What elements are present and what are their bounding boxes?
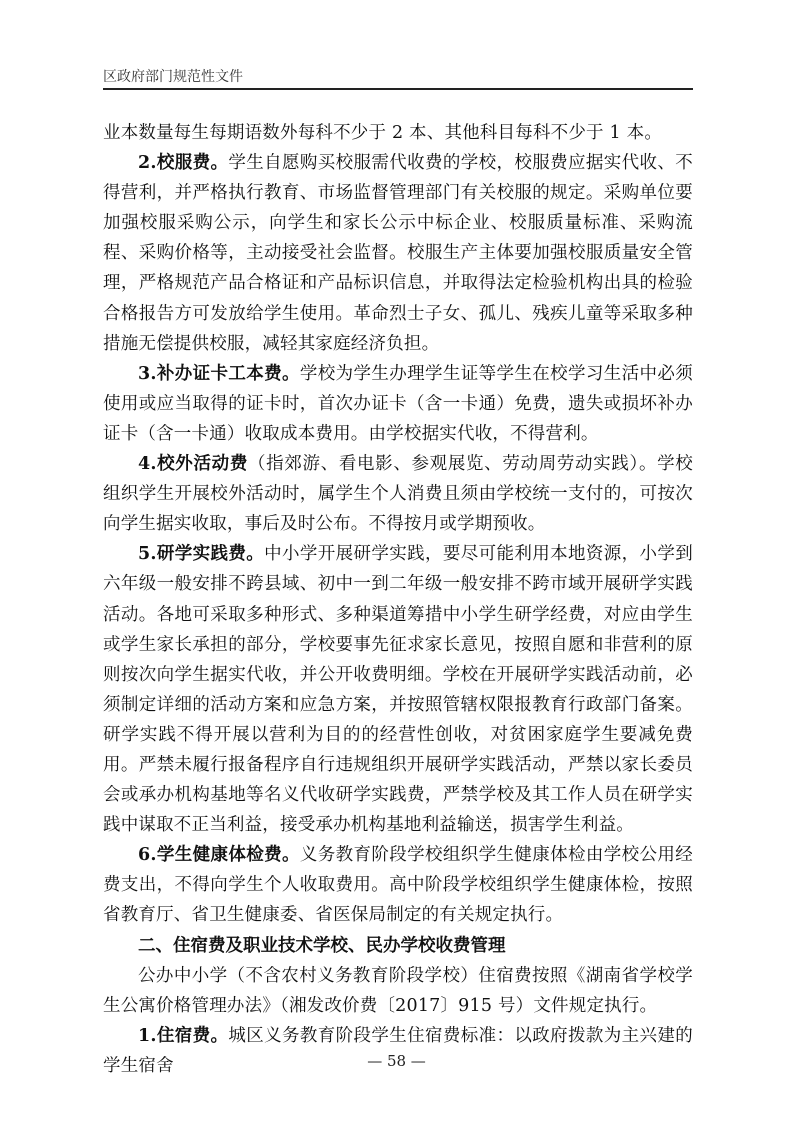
paragraph-text: 中小学开展研学实践，要尽可能利用本地资源，小学到六年级一般安排不跨县域、初中一到二年级一般安排不跨市域开展研学实践活动。各地可采取多种形式、多种渠道筹措中小学生研学经费，对应由学生或学生家长承担的部分，学校要事先征求家长意见，按照自愿和非营利的原则按次向学生据实代收，并公开收费明细。学校在开展研学实践活动前，必须制定详细的活动方案和应急方案，并按照管辖权限报教育行政部门备案。研学实践不得开展以营利为目的的经营性创收，对贫困家庭学生要减免费用。严禁未履行报备程序自行违规组织开展研学实践活动，严禁以家长委员会或承办机构基地等名义代收研学实践费，严禁学校及其工作人员在研学实践中谋取不正当利益，接受承办机构基地利益输送，损害学生利益。 — [103, 544, 693, 836]
header-divider — [103, 88, 693, 90]
paragraph-activity-fee — [103, 449, 693, 539]
paragraph-lead: 4.校外活动费 — [138, 454, 248, 475]
paragraph-boarding-intro — [103, 961, 693, 1021]
running-header: 区政府部门规范性文件 — [103, 69, 243, 85]
paragraph-text: 义务教育阶段学校组织学生健康体检由学校公用经费支出，不得向学生个人收取费用。高中阶段学校组织学生健康体检，按照省教育厅、省卫生健康委、省医保局制定的有关规定执行。 — [103, 845, 693, 926]
paragraph-text: 业本数量每生每期语数外每科不少于 2 本、其他科目每科不少于 1 本。 — [103, 123, 663, 143]
page-body — [103, 118, 693, 1081]
paragraph-text: 学校为学生办理学生证等学生在校学习生活中必须使用或应当取得的证卡时，首次办证卡（含一卡通）免费，遗失或损坏补办证卡（含一卡通）收取成本费用。由学校据实代收，不得营利。 — [103, 363, 693, 444]
paragraph-text: （指郊游、看电影、参观展览、劳动周劳动实践）。学校组织学生开展校外活动时，属学生个人消费且须由学校统一支付的，可按次向学生据实收取，事后及时公布。不得按月或学期预收。 — [103, 454, 693, 535]
paragraph-text: 城区义务教育阶段学生住宿费标准：以政府拨款为主兴建的学生宿舍 — [103, 1025, 693, 1076]
paragraph-continuation — [103, 118, 693, 148]
page-number: — 58 — — [367, 1052, 426, 1070]
paragraph-card-fee — [103, 359, 693, 449]
paragraph-text: 学生自愿购买校服需代收费的学校，校服费应据实代收、不得营利，并严格执行教育、市场监督管理部门有关校服的规定。采购单位要加强校服采购公示，向学生和家长公示中标企业、校服质量标准、采购流程、采购价格等，主动接受社会监督。校服生产主体要加强校服质量安全管理，严格规范产品合格证和产品标识信息，并取得法定检验机构出具的检验合格报告方可发放给学生使用。革命烈士子女、孤儿、残疾儿童等采取多种措施无偿提供校服，减轻其家庭经济负担。 — [103, 153, 693, 354]
paragraph-lead: 1.住宿费。 — [138, 1025, 229, 1046]
paragraph-study-tour-fee — [103, 539, 693, 840]
section-heading: 二、住宿费及职业技术学校、民办学校收费管理 — [138, 935, 506, 956]
paragraph-boarding-fee — [103, 1021, 693, 1081]
paragraph-lead: 2.校服费。 — [138, 153, 229, 174]
paragraph-health-check-fee — [103, 840, 693, 930]
paragraph-uniform-fee — [103, 148, 693, 359]
paragraph-text: 公办中小学（不含农村义务教育阶段学校）住宿费按照《湖南省学校学生公寓价格管理办法》（湘发改价费〔2017〕915 号）文件规定执行。 — [103, 965, 693, 1016]
paragraph-lead: 6.学生健康体检费。 — [138, 845, 300, 866]
paragraph-lead: 5.研学实践费。 — [138, 544, 265, 565]
paragraph-lead: 3.补办证卡工本费。 — [138, 363, 300, 384]
